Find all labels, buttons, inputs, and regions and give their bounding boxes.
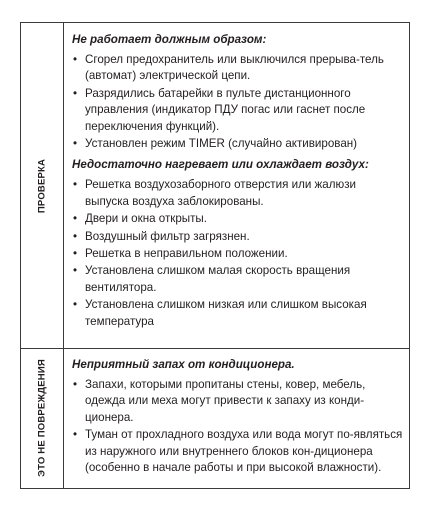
bullet-list — [72, 52, 403, 152]
list-item: • Сгорел предохранитель или выключился прерыва-тель (автомат) электрической цепи. — [73, 53, 384, 83]
bullet-icon: • — [73, 229, 78, 243]
bullet-icon: • — [73, 428, 78, 442]
bullet-icon: • — [73, 298, 78, 312]
bullet-icon: • — [73, 86, 78, 100]
bullet-list — [72, 377, 403, 476]
group-heading: Неприятный запах от кондиционера. — [72, 358, 295, 371]
group-heading: Не работает должным образом: — [72, 33, 267, 46]
section-content — [64, 23, 409, 348]
list-item: • Установлен режим TIMER (случайно активирован) — [72, 136, 403, 152]
list-item: • Двери и окна открыты. — [72, 211, 403, 227]
bullet-icon: • — [73, 247, 78, 261]
list-item: • Воздушный фильтр загрязнен. — [72, 229, 403, 245]
section-label: ЭТО НЕ ПОВРЕЖДЕНИЯ — [36, 359, 48, 477]
section-check — [21, 23, 409, 349]
section-not-damage — [21, 348, 409, 488]
list-item: • Решетка в неправильном положении. — [72, 246, 403, 262]
bullet-icon: • — [73, 378, 78, 391]
list-item: • Туман от прохладного воздуха или вода могут по-являться из наружного или внутреннего блоков кон-диционера (особенно в начале работы и при высокой влажности). — [73, 428, 403, 475]
bullet-icon: • — [73, 264, 78, 278]
bullet-icon: • — [73, 178, 78, 192]
list-item: • Запахи, которыми пропитаны стены, ковер, мебель, одежда или меха могут привести к запаху из конди-ционера. — [73, 378, 366, 424]
section-label: ПРОВЕРКА — [36, 158, 48, 213]
list-item: • Разрядились батарейки в пульте дистанционного управления (индикатор ПДУ погас или гаснет после переключения функций). — [73, 86, 366, 133]
bullet-icon: • — [73, 137, 78, 151]
list-item: • Установлена слишком низкая или слишком высокая температура — [73, 298, 367, 328]
troubleshooting-table — [20, 22, 410, 489]
bullet-list — [72, 177, 403, 330]
bullet-icon: • — [73, 53, 78, 66]
list-item: • Решетка воздухозаборного отверстия или жалюзи выпуска воздуха заблокированы. — [73, 178, 356, 208]
section-content — [64, 348, 409, 488]
section-label-cell — [21, 348, 64, 488]
group-heading: Недостаточно нагревает или охлаждает воздух: — [72, 158, 369, 172]
list-item: • Установлена слишком малая скорость вращения вентилятора. — [73, 264, 351, 294]
bullet-icon: • — [73, 212, 78, 226]
section-label-cell — [21, 23, 64, 348]
